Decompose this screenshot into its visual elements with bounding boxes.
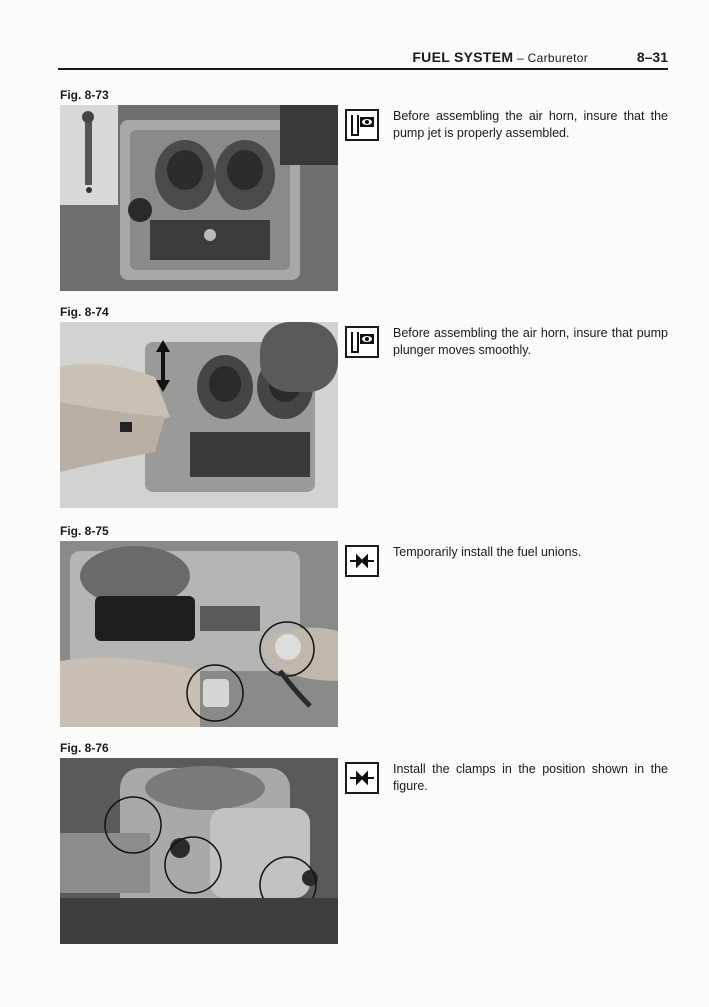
inspect-icon — [345, 109, 379, 141]
photo-air-horn-pump-jet — [60, 105, 338, 291]
page-number: 8–31 — [636, 49, 668, 65]
instruction-text-8-74: Before assembling the air horn, insure that pump plunger moves smoothly. — [393, 326, 668, 357]
figure-label-8-76: Fig. 8-76 — [60, 741, 109, 755]
figure-label-8-74: Fig. 8-74 — [60, 305, 109, 319]
figure-label-8-75: Fig. 8-75 — [60, 524, 109, 538]
instruction-text-8-73: Before assembling the air horn, insure that the pump jet is properly assembled. — [393, 109, 668, 140]
section-title-main: FUEL SYSTEM — [412, 49, 514, 65]
inspect-icon — [345, 326, 379, 358]
photo-pump-plunger — [60, 322, 338, 508]
instruction-text-8-76: Install the clamps in the position shown in the figure. — [393, 762, 668, 793]
page-header — [58, 46, 668, 70]
section-title — [412, 49, 588, 65]
install-icon — [345, 762, 379, 794]
instruction-text-8-75: Temporarily install the fuel unions. — [393, 545, 582, 559]
figure-label-8-73: Fig. 8-73 — [60, 88, 109, 102]
photo-fuel-unions — [60, 541, 338, 727]
photo-clamp-positions — [60, 758, 338, 944]
section-title-sub: – Carburetor — [513, 51, 588, 65]
install-icon — [345, 545, 379, 577]
